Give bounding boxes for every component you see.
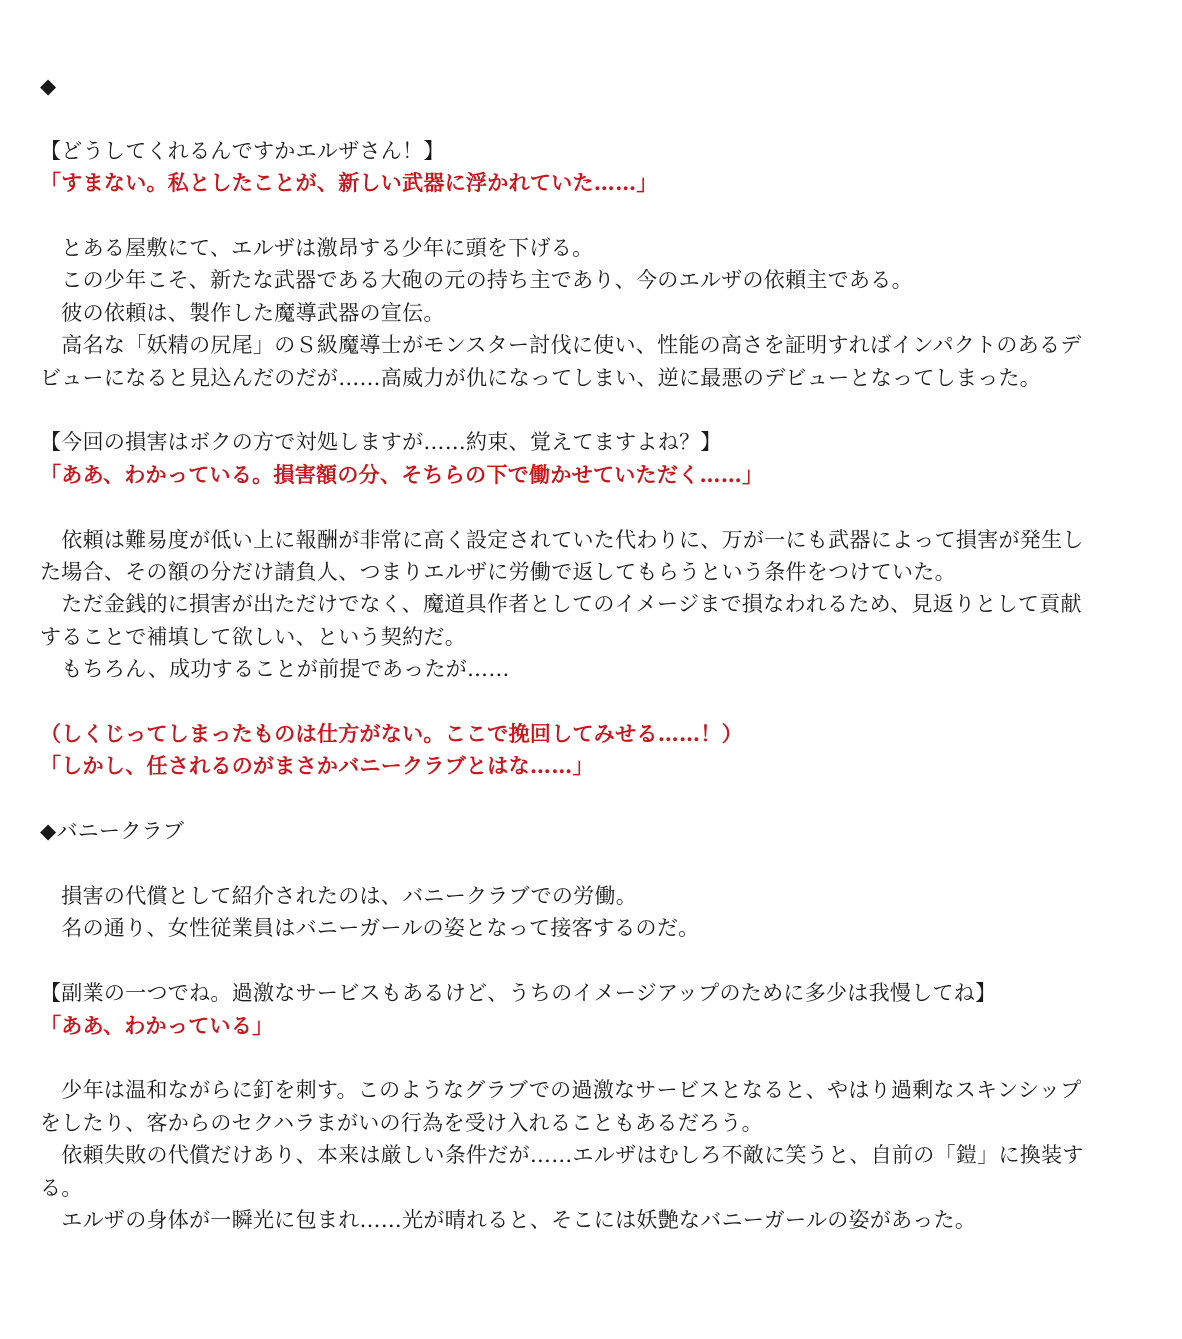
text-line: この少年こそ、新たな武器である大砲の元の持ち主であり、今のエルザの依頼主である。 <box>40 268 913 293</box>
text-line: ◆ <box>40 74 57 98</box>
dialogue-line: 「ああ、わかっている」 <box>40 1012 274 1038</box>
text-line: 【副業の一つでね。過激なサービスもあるけど、うちのイメージアップのために多少は我慢してね】 <box>40 981 997 1006</box>
blank-line <box>40 848 1144 880</box>
dialogue-line: 「すまない。私としたことが、新しい武器に浮かれていた……」 <box>40 170 658 196</box>
text-line: る。 <box>40 1175 83 1200</box>
dialogue-line: 「しかし、任されるのがまさかバニークラブとはな……」 <box>40 753 594 779</box>
text-line: とある屋敷にて、エルザは激昂する少年に頭を下げる。 <box>40 236 594 260</box>
dialogue-line: （しくじってしまったものは仕方がない。ここで挽回してみせる……！） <box>40 721 743 747</box>
text-line: 高名な「妖精の尻尾」のＳ級魔導士がモンスター討伐に使い、性能の高さを証明すればインパクトのあるデ <box>40 333 1082 358</box>
document-page <box>40 70 1144 1236</box>
blank-line <box>40 394 1144 426</box>
text-line: 【どうしてくれるんですかエルザさん！】 <box>40 138 445 163</box>
text-line: ただ金銭的に損害が出ただけでなく、魔道具作者としてのイメージまで損なわれるため、見返りとして貢献 <box>40 592 1082 617</box>
text-line: ◆バニークラブ <box>40 819 185 844</box>
text-line: 損害の代償として紹介されたのは、バニークラブでの労働。 <box>40 884 638 909</box>
text-line: た場合、その額の分だけ請負人、つまりエルザに労働で返してもらうという条件をつけていた。 <box>40 560 956 585</box>
blank-line <box>40 1042 1144 1074</box>
text-line: することで補填して欲しい、という契約だ。 <box>40 624 466 649</box>
dialogue-line: 「ああ、わかっている。損害額の分、そちらの下で働かせていただく……」 <box>40 461 764 487</box>
blank-line <box>40 491 1144 523</box>
text-line: 依頼は難易度が低い上に報酬が非常に高く設定されていた代わりに、万が一にも武器によって損害が発生し <box>40 527 1084 552</box>
text-line: ビューになると見込んだのだが……高威力が仇になってしまい、逆に最悪のデビューとなってしまった。 <box>40 365 1042 390</box>
text-line: 名の通り、女性従業員はバニーガールの姿となって接客するのだ。 <box>40 916 700 941</box>
text-line: 少年は温和ながらに釘を刺す。このようなグラブでの過激なサービスとなると、やはり過剰なスキンシップ <box>40 1078 1082 1103</box>
blank-line <box>40 783 1144 815</box>
text-line: もちろん、成功することが前提であったが…… <box>40 657 510 682</box>
text-line: をしたり、客からのセクハラまがいの行為を受け入れることもあるだろう。 <box>40 1110 763 1135</box>
text-line: 依頼失敗の代償だけあり、本来は厳しい条件だが……エルザはむしろ不敵に笑うと、自前の「鎧」に換装す <box>40 1143 1084 1168</box>
text-line: 彼の依頼は、製作した魔導武器の宣伝。 <box>40 300 445 325</box>
text-line: エルザの身体が一瞬光に包まれ……光が晴れると、そこには妖艶なバニーガールの姿があった。 <box>40 1208 977 1233</box>
blank-line <box>40 686 1144 718</box>
blank-line <box>40 200 1144 232</box>
blank-line <box>40 945 1144 977</box>
text-line: 【今回の損害はボクの方で対処しますが……約束、覚えてますよね？】 <box>40 430 722 455</box>
blank-line <box>40 102 1144 134</box>
